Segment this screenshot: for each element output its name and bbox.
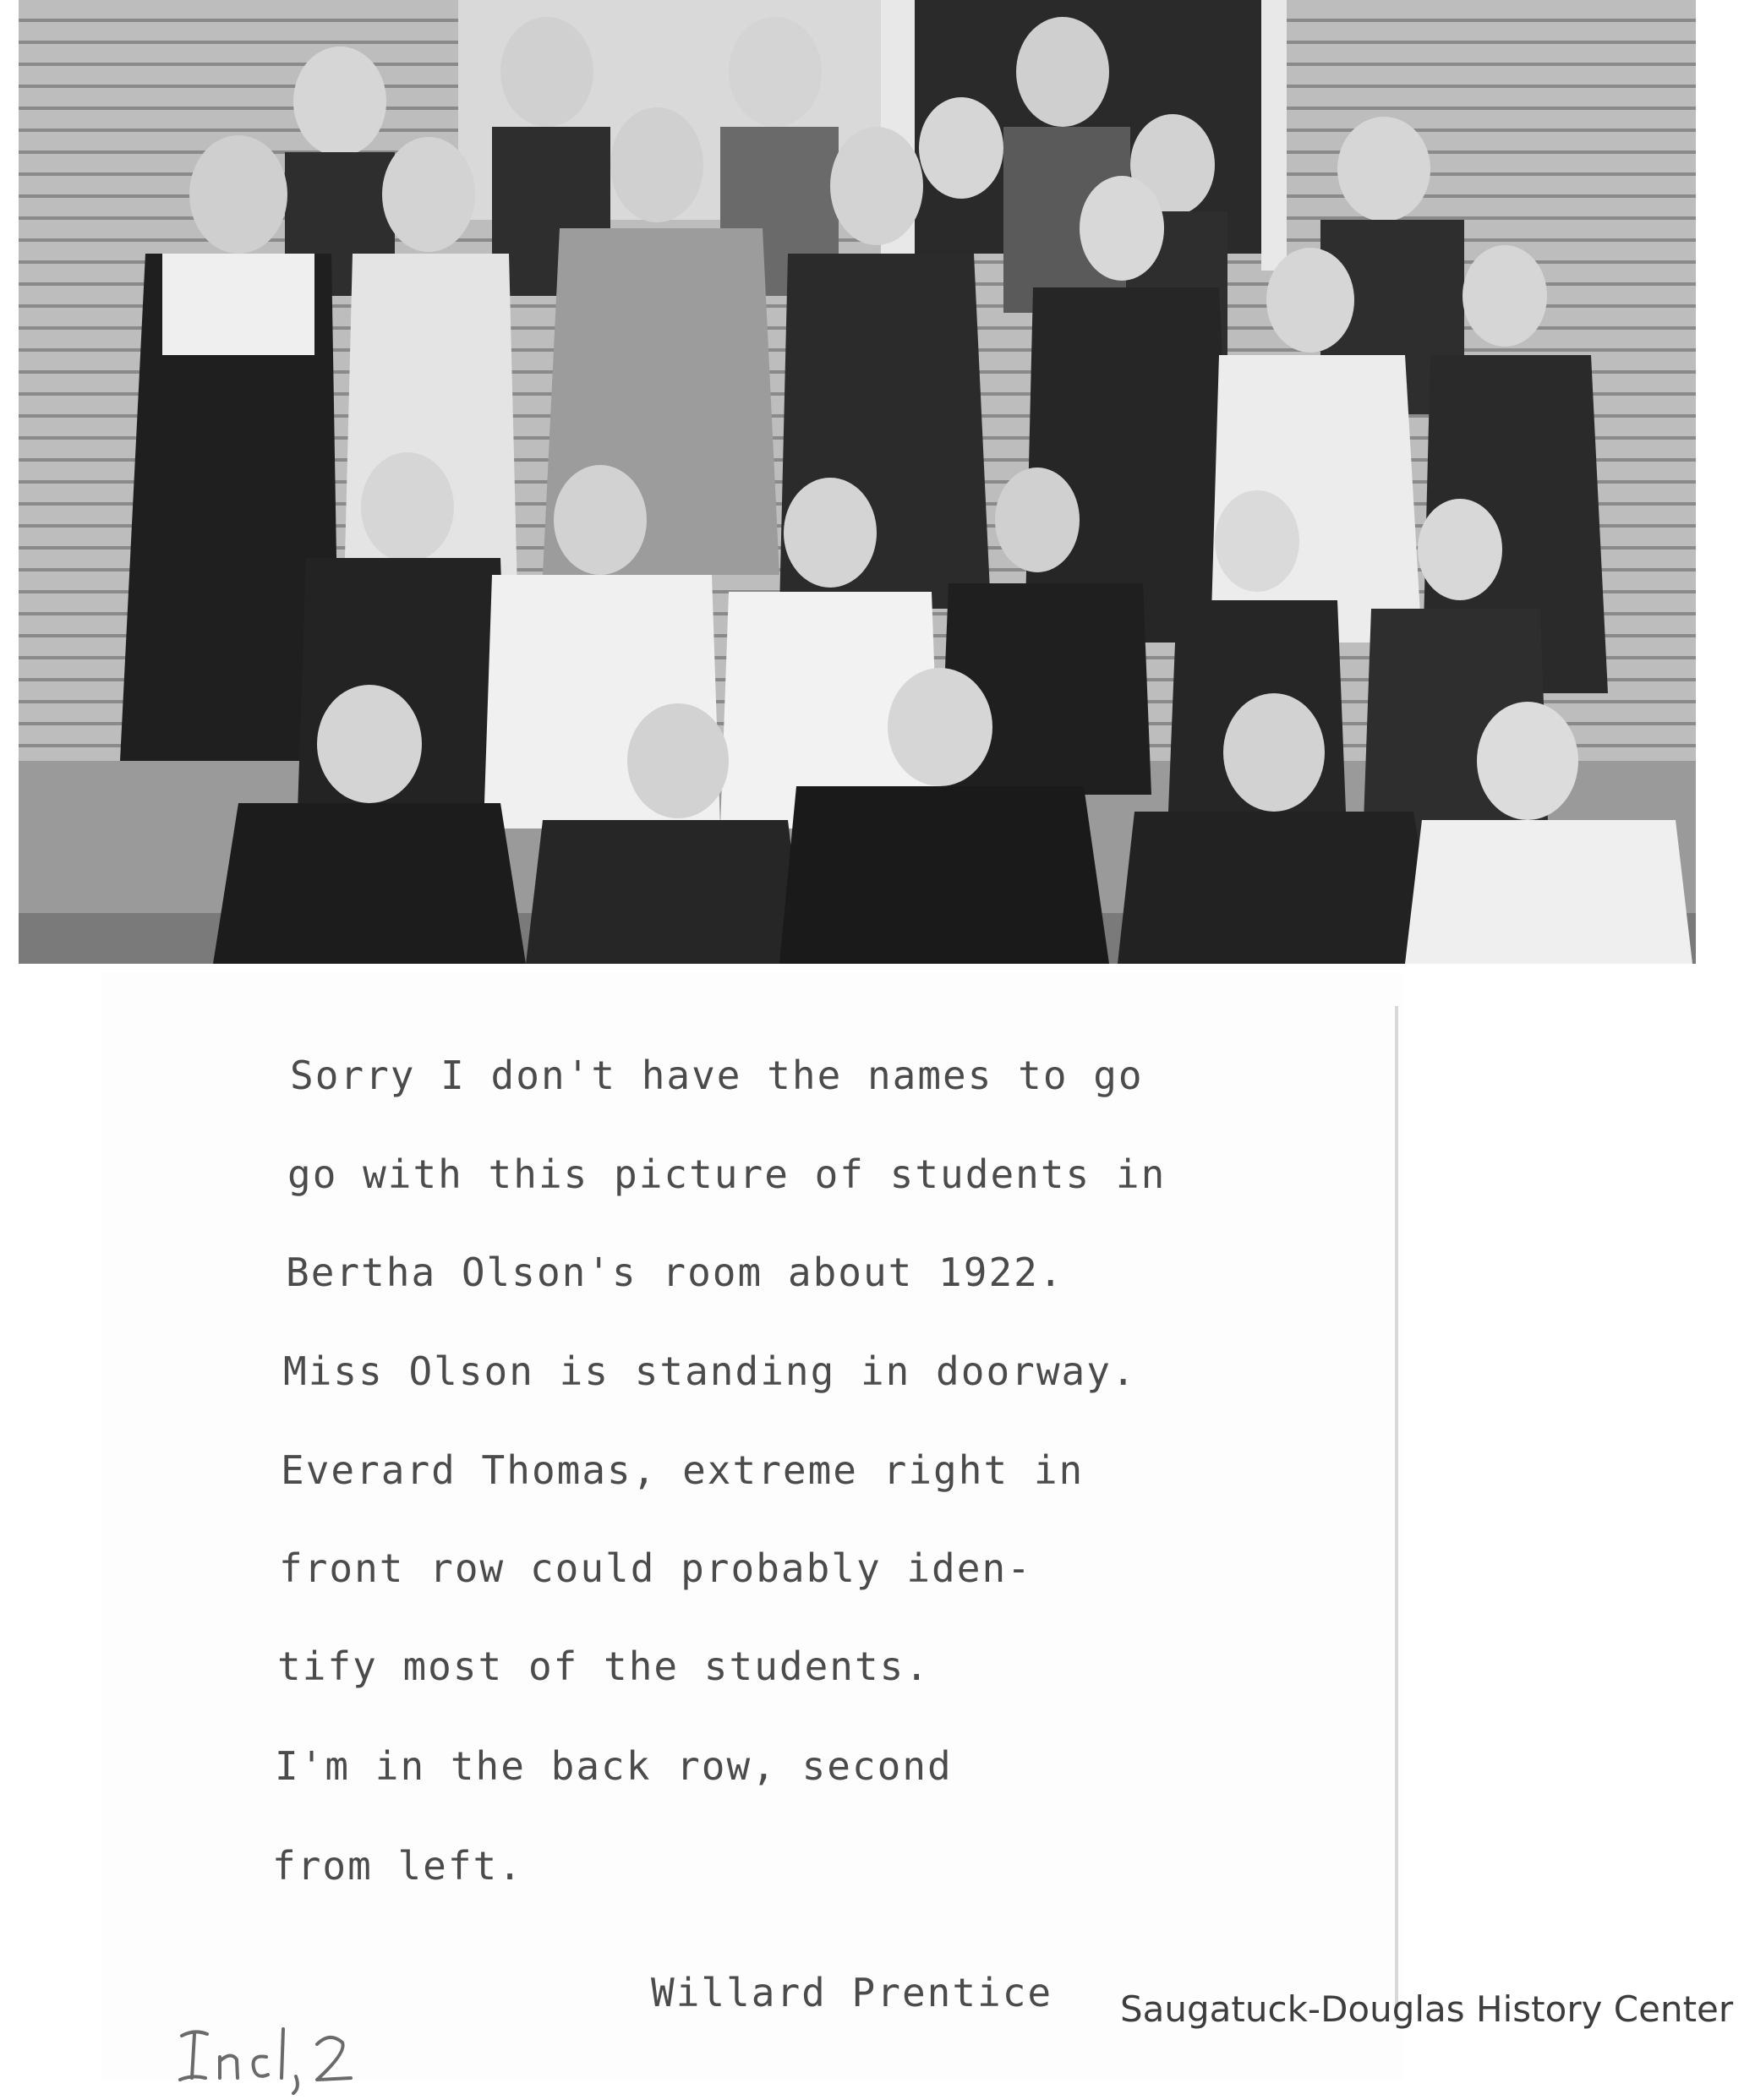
typed-line-3: Bertha Olson's room about 1922. [286,1250,1064,1295]
class-photo [19,0,1696,964]
typed-line-1: Sorry I don't have the names to go [290,1053,1144,1098]
typed-line-8: I'm in the back row, second [275,1743,953,1789]
typed-line-4: Miss Olson is standing in doorway. [283,1348,1137,1394]
typed-line-7: tify most of the students. [277,1643,931,1689]
signature: Willard Prentice [651,1970,1053,2015]
typed-note-card [101,972,1403,2080]
typed-line-5: Everard Thomas, extreme right in [281,1447,1085,1493]
watermark: Saugatuck-Douglas History Center [1120,1988,1734,2030]
typed-line-6: front row could probably iden- [279,1545,1032,1591]
typed-line-9: from left. [272,1843,523,1889]
typed-line-2: go with this picture of students in [287,1151,1167,1197]
card-edge [1395,1006,1398,2021]
handwritten-note [173,2010,376,2095]
